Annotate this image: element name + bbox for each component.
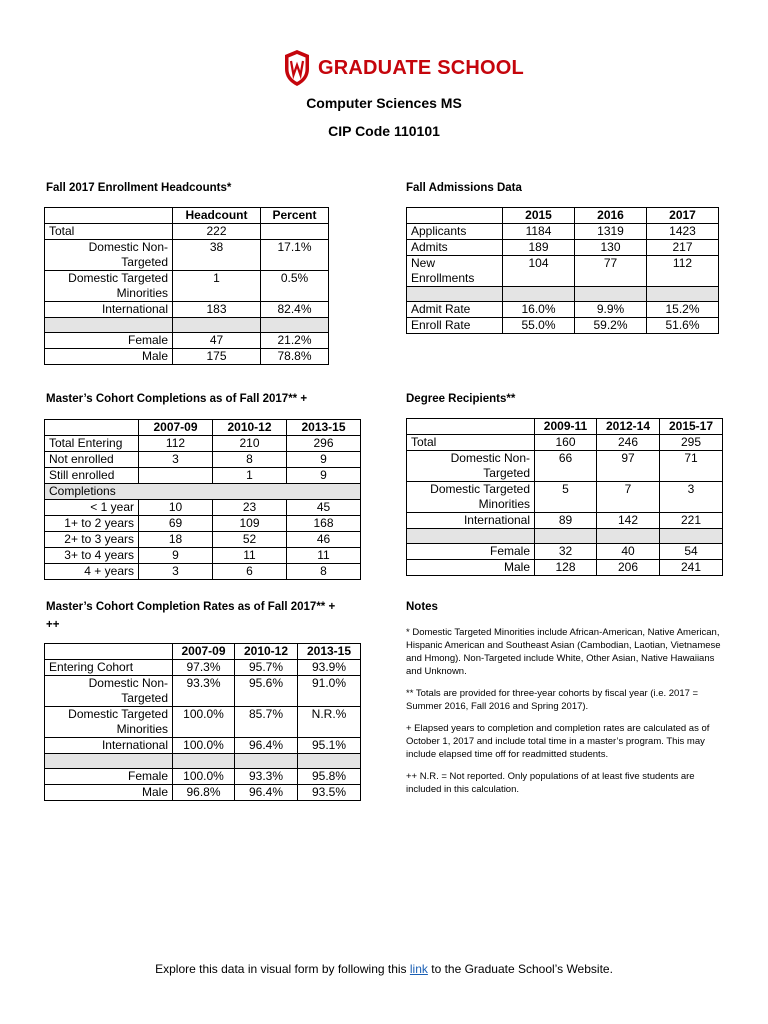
row-label: Female (407, 544, 535, 560)
table-row (407, 544, 723, 560)
table-row (45, 436, 361, 452)
spacer-row (45, 318, 329, 333)
cell: 96.4% (235, 738, 298, 754)
school-name: GRADUATE SCHOOL (318, 56, 524, 79)
row-label: Domestic Non-Targeted (45, 240, 173, 271)
cell: 96.4% (235, 785, 298, 801)
cell: 8 (213, 452, 287, 468)
table-row (407, 224, 719, 240)
spacer-row (407, 287, 719, 302)
row-label: Still enrolled (45, 468, 139, 484)
table-row (45, 548, 361, 564)
table-header-row (45, 420, 361, 436)
cell: 82.4% (261, 302, 329, 318)
cell: 95.6% (235, 676, 298, 707)
row-label: 2+ to 3 years (45, 532, 139, 548)
cell: 54 (660, 544, 723, 560)
row-label: Male (45, 785, 173, 801)
cell: 95.8% (298, 769, 361, 785)
cell: 7 (597, 482, 660, 513)
cell: 100.0% (173, 707, 235, 738)
note-item: ++ N.R. = Not reported. Only populations of at least five students are included in this calculation. (406, 771, 695, 795)
cell: 69 (139, 516, 213, 532)
admissions-title: Fall Admissions Data (406, 182, 522, 194)
table-row (45, 738, 361, 754)
cell: 46 (287, 532, 361, 548)
row-label: International (407, 513, 535, 529)
cell: 9 (139, 548, 213, 564)
cell: 1 (173, 271, 261, 302)
footer-text-before: Explore this data in visual form by following this (155, 962, 410, 976)
cell: 16.0% (503, 302, 575, 318)
cell: 93.9% (298, 660, 361, 676)
cell: 130 (575, 240, 647, 256)
cell: 38 (173, 240, 261, 271)
row-label: Enroll Rate (407, 318, 503, 334)
cell: 109 (213, 516, 287, 532)
table-row (45, 333, 329, 349)
cell: 95.7% (235, 660, 298, 676)
cell: 66 (535, 451, 597, 482)
col-header: Percent (261, 208, 329, 224)
table-row (45, 676, 361, 707)
cell: 175 (173, 349, 261, 365)
row-label: Male (407, 560, 535, 576)
cell: 210 (213, 436, 287, 452)
cell: 8 (287, 564, 361, 580)
table-row (407, 482, 723, 513)
cell: 89 (535, 513, 597, 529)
table-row (407, 302, 719, 318)
row-label: Male (45, 349, 173, 365)
table-row (45, 564, 361, 580)
table-row (45, 224, 329, 240)
row-label: Female (45, 769, 173, 785)
cell: 104 (503, 256, 575, 287)
enrollment-table (44, 207, 329, 365)
cell: 112 (647, 256, 719, 287)
cell: 9.9% (575, 302, 647, 318)
table-row (407, 513, 723, 529)
cell: 11 (287, 548, 361, 564)
cell: 5 (535, 482, 597, 513)
cell: 6 (213, 564, 287, 580)
row-label: Domestic Non-Targeted (45, 676, 173, 707)
cell: 1 (213, 468, 287, 484)
cell: 206 (597, 560, 660, 576)
completions-title: Master’s Cohort Completions as of Fall 2017** + (46, 393, 308, 405)
spacer-row (45, 754, 361, 769)
table-header-row (45, 208, 329, 224)
row-label: Domestic Targeted Minorities (45, 707, 173, 738)
cell: 9 (287, 468, 361, 484)
notes-body (406, 626, 726, 805)
notes-title: Notes (406, 601, 438, 613)
admissions-table (406, 207, 719, 334)
col-header: 2010-12 (235, 644, 298, 660)
completions-group-row (45, 484, 361, 500)
note-item: ** Totals are provided for three-year cohorts by fiscal year (i.e. 2017 = Summer 2016, Fall 2016 and Spring 2017). (406, 688, 699, 712)
col-header: Headcount (173, 208, 261, 224)
row-label: Admit Rate (407, 302, 503, 318)
cell: 9 (287, 452, 361, 468)
table-row (407, 435, 723, 451)
row-label: Applicants (407, 224, 503, 240)
cell: 183 (173, 302, 261, 318)
cell: 222 (173, 224, 261, 240)
table-row (45, 452, 361, 468)
row-label: Admits (407, 240, 503, 256)
cell: 100.0% (173, 769, 235, 785)
table-row (407, 451, 723, 482)
rates-title-cont: ++ (46, 619, 60, 631)
row-label: Domestic Targeted Minorities (407, 482, 535, 513)
cip-code: CIP Code 110101 (328, 123, 440, 139)
cell: 21.2% (261, 333, 329, 349)
table-row (407, 256, 719, 287)
cell: 71 (660, 451, 723, 482)
cell: 296 (287, 436, 361, 452)
cell: 97 (597, 451, 660, 482)
table-header-row (407, 419, 723, 435)
cell: 241 (660, 560, 723, 576)
row-label: 4 + years (45, 564, 139, 580)
col-header: 2013-15 (287, 420, 361, 436)
cell: 10 (139, 500, 213, 516)
cell: 0.5% (261, 271, 329, 302)
program-title: Computer Sciences MS (306, 95, 462, 111)
cell: 3 (139, 452, 213, 468)
cell: 217 (647, 240, 719, 256)
col-header: 2007-09 (139, 420, 213, 436)
cell: 93.3% (235, 769, 298, 785)
note-item: * Domestic Targeted Minorities include African-American, Native American, Hispanic American and Southeast Asian (Cambodian, Laotian, Vietnamese and Hmong). Non-Targeted include White, Other Asian, Native Hawaiians and Unknown. (406, 627, 721, 677)
table-row (45, 302, 329, 318)
cell: 78.8% (261, 349, 329, 365)
cell: 17.1% (261, 240, 329, 271)
cell: 3 (660, 482, 723, 513)
table-row (407, 240, 719, 256)
completions-table (44, 419, 361, 580)
cell: N.R.% (298, 707, 361, 738)
row-label: New Enrollments (407, 256, 503, 287)
row-label: 3+ to 4 years (45, 548, 139, 564)
degrees-title: Degree Recipients** (406, 393, 516, 405)
cell: 97.3% (173, 660, 235, 676)
table-row (45, 532, 361, 548)
rates-title: Master’s Cohort Completion Rates as of Fall 2017** + (46, 601, 336, 613)
row-label: International (45, 738, 173, 754)
cell: 93.3% (173, 676, 235, 707)
table-row (45, 349, 329, 365)
table-row (45, 516, 361, 532)
table-row (45, 769, 361, 785)
cell: 3 (139, 564, 213, 580)
cell: 168 (287, 516, 361, 532)
cell: 96.8% (173, 785, 235, 801)
cell: 246 (597, 435, 660, 451)
col-header: 2015 (503, 208, 575, 224)
cell: 85.7% (235, 707, 298, 738)
row-label: Female (45, 333, 173, 349)
col-header: 2017 (647, 208, 719, 224)
note-item: + Elapsed years to completion and completion rates are calculated as of October 1, 2017 and include total time in a master’s program. This may include elapsed time off for readmitted students. (406, 723, 710, 760)
footer-text-after: to the Graduate School’s Website. (427, 962, 613, 976)
cell: 52 (213, 532, 287, 548)
row-label: < 1 year (45, 500, 139, 516)
cell: 160 (535, 435, 597, 451)
cell: 32 (535, 544, 597, 560)
cell: 128 (535, 560, 597, 576)
col-header: 2009-11 (535, 419, 597, 435)
table-row (45, 500, 361, 516)
completions-group-label: Completions (45, 484, 361, 500)
row-label: Domestic Targeted Minorities (45, 271, 173, 302)
row-label: Total (45, 224, 173, 240)
cell: 59.2% (575, 318, 647, 334)
website-link[interactable]: link (409, 962, 428, 976)
cell: 95.1% (298, 738, 361, 754)
table-row (45, 660, 361, 676)
cell (139, 468, 213, 484)
table-row (45, 271, 329, 302)
cell: 45 (287, 500, 361, 516)
row-label: Entering Cohort (45, 660, 173, 676)
cell: 142 (597, 513, 660, 529)
cell: 18 (139, 532, 213, 548)
cell: 1319 (575, 224, 647, 240)
table-row (407, 318, 719, 334)
cell: 47 (173, 333, 261, 349)
col-header: 2007-09 (173, 644, 235, 660)
table-row (407, 560, 723, 576)
cell: 112 (139, 436, 213, 452)
row-label: Total (407, 435, 535, 451)
row-label: Total Entering (45, 436, 139, 452)
table-row (45, 468, 361, 484)
cell: 189 (503, 240, 575, 256)
degrees-table (406, 418, 723, 576)
spacer-row (407, 529, 723, 544)
col-header: 2016 (575, 208, 647, 224)
cell: 93.5% (298, 785, 361, 801)
header-logo (282, 48, 524, 88)
crest-icon (282, 49, 312, 87)
cell: 23 (213, 500, 287, 516)
cell: 100.0% (173, 738, 235, 754)
col-header: 2012-14 (597, 419, 660, 435)
rates-table (44, 643, 361, 801)
cell: 221 (660, 513, 723, 529)
enrollment-title: Fall 2017 Enrollment Headcounts* (46, 182, 232, 194)
table-row (45, 240, 329, 271)
cell: 15.2% (647, 302, 719, 318)
row-label: International (45, 302, 173, 318)
row-label: Not enrolled (45, 452, 139, 468)
cell (261, 224, 329, 240)
table-header-row (407, 208, 719, 224)
cell: 295 (660, 435, 723, 451)
cell: 40 (597, 544, 660, 560)
cell: 77 (575, 256, 647, 287)
cell: 55.0% (503, 318, 575, 334)
footer (0, 962, 768, 976)
row-label: Domestic Non-Targeted (407, 451, 535, 482)
table-header-row (45, 644, 361, 660)
col-header: 2013-15 (298, 644, 361, 660)
table-row (45, 707, 361, 738)
table-row (45, 785, 361, 801)
col-header: 2010-12 (213, 420, 287, 436)
cell: 91.0% (298, 676, 361, 707)
cell: 1184 (503, 224, 575, 240)
cell: 1423 (647, 224, 719, 240)
cell: 51.6% (647, 318, 719, 334)
row-label: 1+ to 2 years (45, 516, 139, 532)
cell: 11 (213, 548, 287, 564)
col-header: 2015-17 (660, 419, 723, 435)
